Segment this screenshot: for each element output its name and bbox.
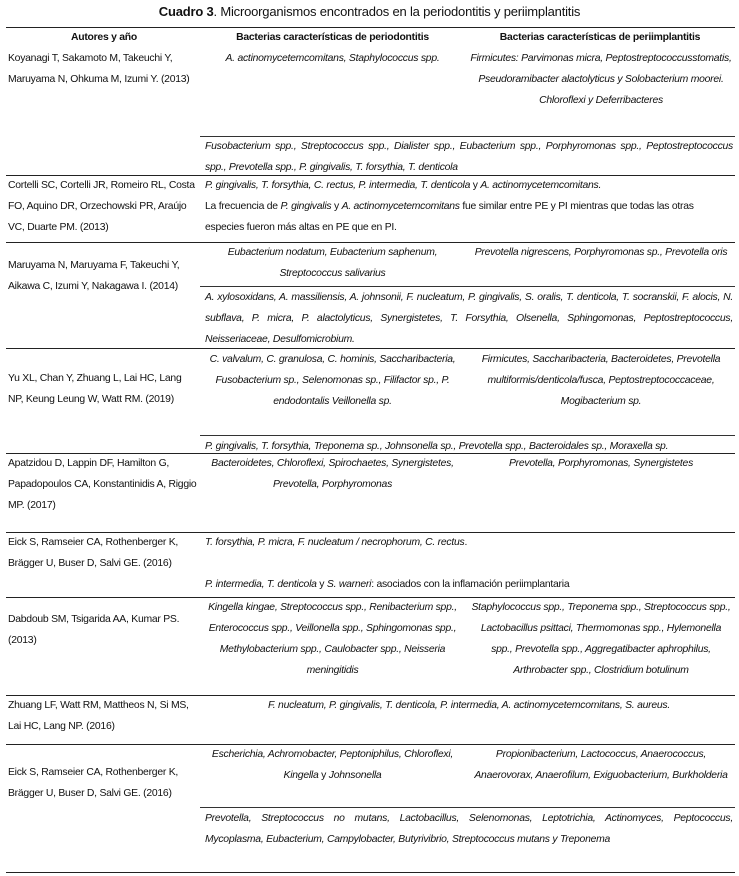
text-run: Firmicutes: Parvimonas micra, Peptostreptococcusstomatis, Pseudoramibacter alactolyticus y Solobacterium moorei. Chloroflexi y Deferribacteres [470, 53, 732, 106]
text-run: Prevotella, Porphyromonas, Synergistetes [508, 458, 694, 469]
periodontitis-cell [205, 453, 460, 495]
text-run: Firmicutes, Saccharibacteria, Bacteroidetes, Prevotella multiformis/denticola/fusca, Peptostreptococcaceae, Mogibacterium sp. [481, 354, 721, 407]
periimplantitis-cell [470, 597, 732, 681]
shared-cell [205, 532, 733, 595]
author-cell: Koyanagi T, Sakamoto M, Takeuchi Y, Maruyama N, Ohkuma M, Izumi Y. (2013) [8, 53, 190, 85]
author-cell: Dabdoub SM, Tsigarida AA, Kumar PS. (2013) [8, 614, 180, 646]
text-run: La frecuencia de [205, 201, 281, 212]
header-periodontitis: Bacterias características de periodontitis [236, 32, 429, 43]
text-run: y [316, 579, 327, 590]
text-run: P. gingivalis, T. forsythia, C. rectus, P. intermedia, T. denticola [205, 180, 471, 191]
periimplantitis-cell [470, 453, 732, 474]
text-run: C. valvalum, C. granulosa, C. hominis, Saccharibacteria, Fusobacterium sp., Selenomonas sp., Filifactor sp., P. endodontalis Veillonella sp. [209, 354, 456, 407]
row-divider [200, 136, 735, 137]
text-run: P. intermedia, T. denticola [205, 579, 317, 590]
shared-cell [205, 136, 733, 178]
text-run: A. xylosoxidans, A. massiliensis, A. johnsonii, F. nucleatum, P. gingivalis, S. oralis, T. denticola, T. socranskii, F. alocis, N. subflava, P. micra, P. alactolyticus, Synergistetes, T. Forsythia, Olsenella, Sphingomonas, Peptostreptococcus, Neisseriaceae, Desulfomicrobium. [205, 292, 733, 345]
periodontitis-cell [205, 349, 460, 412]
periimplantitis-cell [470, 349, 732, 412]
caption-label: Cuadro 3 [158, 4, 214, 19]
author-cell: Yu XL, Chan Y, Zhuang L, Lai HC, Lang NP, Keung Leung W, Watt RM. (2019) [8, 373, 182, 405]
text-run: Kingella kingae, Streptococcus spp., Renibacterium spp., Enterococcus spp., Veillonella spp., Sphingomonas spp., Methylobacterium spp., Caulobacter spp., Neisseria meningitidis [208, 602, 457, 676]
text-run: A. actinomycetemcomitans. [480, 180, 602, 191]
header-periimplantitis: Bacterias características de periimplantitis [499, 32, 701, 43]
text-run: Bacteroidetes, Chloroflexi, Spirochaetes, Synergistetes, Prevotella, Porphyromonas [211, 458, 454, 490]
author-cell: Apatzidou D, Lappin DF, Hamilton G, Papadopoulos CA, Konstantinidis A, Riggio MP. (2017) [8, 458, 197, 511]
periimplantitis-cell [470, 744, 732, 786]
periimplantitis-cell [470, 48, 732, 111]
shared-cell [205, 175, 733, 238]
row-divider [200, 435, 735, 436]
caption-text: . Microorganismos encontrados en la periodontitis y periimplantitis [213, 4, 581, 19]
text-run: A. actinomycetemcomitans [341, 201, 460, 212]
row-divider [200, 807, 735, 808]
author-cell: Zhuang LF, Watt RM, Mattheos N, Si MS, Lai HC, Lang NP. (2016) [8, 700, 189, 732]
text-run: P. gingivalis, T. forsythia, Treponema sp., Johnsonella sp., Prevotella spp., Bacteroidales sp., Moraxella sp. [205, 441, 669, 452]
header-authors: Autores y año [70, 32, 138, 43]
periodontitis-cell [205, 744, 460, 786]
text-run: Fusobacterium spp., Streptococcus spp., Dialister spp., Eubacterium spp., Porphyromonas spp., Peptostreptococcus spp., Prevotella spp., P. gingivalis, T. forsythia, T. denticola [205, 141, 733, 173]
row-divider [200, 286, 735, 287]
text-run: Johnsonella [328, 770, 382, 781]
shared-cell [205, 808, 733, 850]
text-run: y [331, 201, 342, 212]
author-cell: Eick S, Ramseier CA, Rothenberger K, Brägger U, Buser D, Salvi GE. (2016) [8, 537, 179, 569]
text-run: y [470, 180, 481, 191]
text-run: Escherichia, Achromobacter, Peptoniphilus, Chloroflexi, Kingella [211, 749, 454, 781]
text-run: Prevotella, Streptococcus no mutans, Lactobacillus, Selenomonas, Leptotrichia, Actinomyces, Peptococcus, Mycoplasma, Eubacterium, Campylobacter, Butyrivibrio, Streptococcus mutans y Treponema [205, 813, 733, 845]
shared-cell [205, 695, 733, 716]
text-run: . [464, 537, 468, 548]
author-cell: Cortelli SC, Cortelli JR, Romeiro RL, Costa FO, Aquino DR, Orzechowski PR, Araújo VC, Duarte PM. (2013) [8, 180, 195, 233]
text-run: Propionibacterium, Lactococcus, Anaerococcus, Anaerovorax, Anaerofilum, Exiguobacterium, Burkholderia [474, 749, 728, 781]
text-run: F. nucleatum, P. gingivalis, T. denticola, P. intermedia, A. actinomycetemcomitans, S. aureus. [268, 700, 670, 711]
text-run: T. forsythia, P. micra, F. nucleatum / necrophorum, C. rectus [205, 537, 465, 548]
text-run: Prevotella nigrescens, Porphyromonas sp., Prevotella oris [474, 247, 728, 258]
author-cell: Maruyama N, Maruyama F, Takeuchi Y, Aikawa C, Izumi Y, Nakagawa I. (2014) [8, 260, 180, 292]
shared-cell [205, 287, 733, 350]
text-run: : asociados con la inflamación periimplantaria [371, 579, 570, 590]
text-run: Staphylococcus spp., Treponema spp., Streptococcus spp., Lactobacillus psittaci, Thermomonas spp., Hylemonella spp., Prevotella spp., Aggregatibacter aphrophilus, Arthrobacter spp., Clostridium botulinum [471, 602, 731, 676]
periodontitis-cell [205, 597, 460, 681]
text-run: A. actinomycetemcomitans, Staphylococcus spp. [225, 53, 440, 64]
table-caption [0, 4, 739, 19]
text-run: Eubacterium nodatum, Eubacterium saphenum, Streptococcus salivarius [227, 247, 438, 279]
row-rule [6, 872, 735, 873]
periimplantitis-cell [470, 242, 732, 263]
text-run: S. warneri [326, 579, 372, 590]
text-run: fue similar entre PE y PI mientras que todas las otras especies fueron más altas en PE que en PI. [205, 201, 694, 233]
author-cell: Eick S, Ramseier CA, Rothenberger K, Brägger U, Buser D, Salvi GE. (2016) [8, 767, 179, 799]
text-run: y [318, 770, 329, 781]
text-run: P. gingivalis [280, 201, 332, 212]
periodontitis-cell [205, 242, 460, 284]
periodontitis-cell [205, 48, 460, 69]
